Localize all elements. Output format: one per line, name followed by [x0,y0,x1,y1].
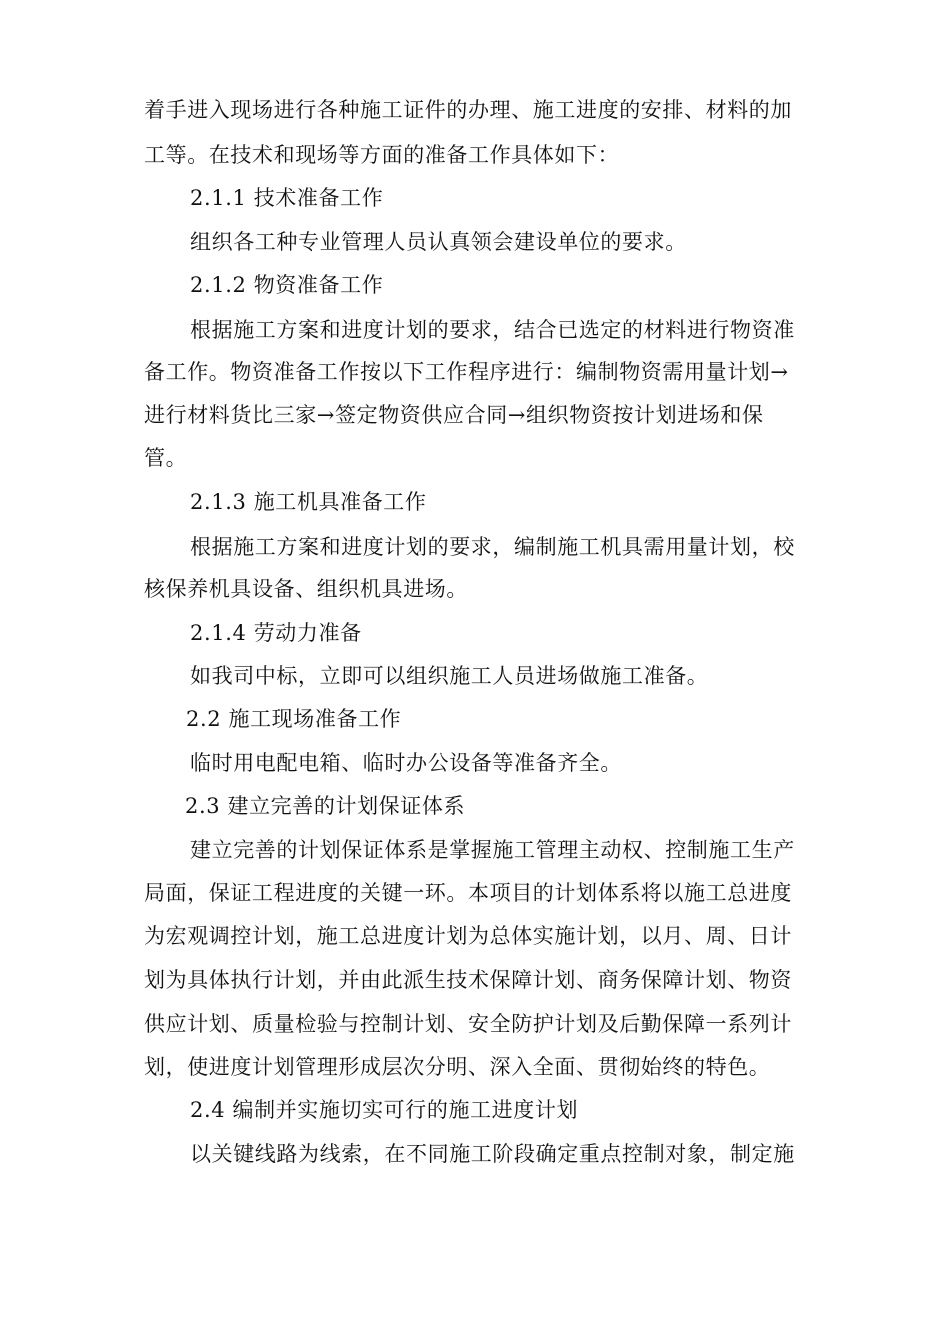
paragraph-line: 组织各工种专业管理人员认真领会建设单位的要求。 [190,230,687,254]
paragraph-line: 划为具体执行计划，并由此派生技术保障计划、商务保障计划、物资 [144,968,792,992]
paragraph-line: 管。 [144,446,188,470]
paragraph-line: 为宏观调控计划，施工总进度计划为总体实施计划，以月、周、日计 [144,924,792,948]
paragraph-line: 局面，保证工程进度的关键一环。本项目的计划体系将以施工总进度 [144,881,792,905]
paragraph-line: 建立完善的计划保证体系是掌握施工管理主动权、控制施工生产 [190,838,795,862]
paragraph-line: 临时用电配电箱、临时办公设备等准备齐全。 [190,751,622,775]
section-heading: 2.1.1 技术准备工作 [190,186,384,210]
section-heading: 2.3 建立完善的计划保证体系 [185,794,466,818]
paragraph-line: 供应计划、质量检验与控制计划、安全防护计划及后勤保障一系列计 [144,1012,792,1036]
paragraph-line: 进行材料货比三家→签定物资供应合同→组织物资按计划进场和保 [144,403,764,427]
paragraph-line: 以关键线路为线索，在不同施工阶段确定重点控制对象，制定施 [190,1142,795,1166]
section-heading: 2.1.3 施工机具准备工作 [190,490,427,514]
paragraph-line: 如我司中标，立即可以组织施工人员进场做施工准备。 [190,664,709,688]
paragraph-line: 备工作。物资准备工作按以下工作程序进行：编制物资需用量计划→ [144,360,789,384]
paragraph-line: 工等。在技术和现场等方面的准备工作具体如下： [144,143,620,167]
paragraph-line: 划，使进度计划管理形成层次分明、深入全面、贯彻始终的特色。 [144,1055,771,1079]
section-heading: 2.4 编制并实施切实可行的施工进度计划 [190,1098,579,1122]
section-heading: 2.1.4 劳动力准备 [190,621,362,645]
section-heading: 2.1.2 物资准备工作 [190,273,384,297]
paragraph-line: 着手进入现场进行各种施工证件的办理、施工进度的安排、材料的加 [144,98,792,122]
paragraph-line: 根据施工方案和进度计划的要求，结合已选定的材料进行物资准 [190,318,795,342]
paragraph-line: 核保养机具设备、组织机具进场。 [144,577,468,601]
paragraph-line: 根据施工方案和进度计划的要求，编制施工机具需用量计划，校 [190,535,795,559]
section-heading: 2.2 施工现场准备工作 [186,707,402,731]
